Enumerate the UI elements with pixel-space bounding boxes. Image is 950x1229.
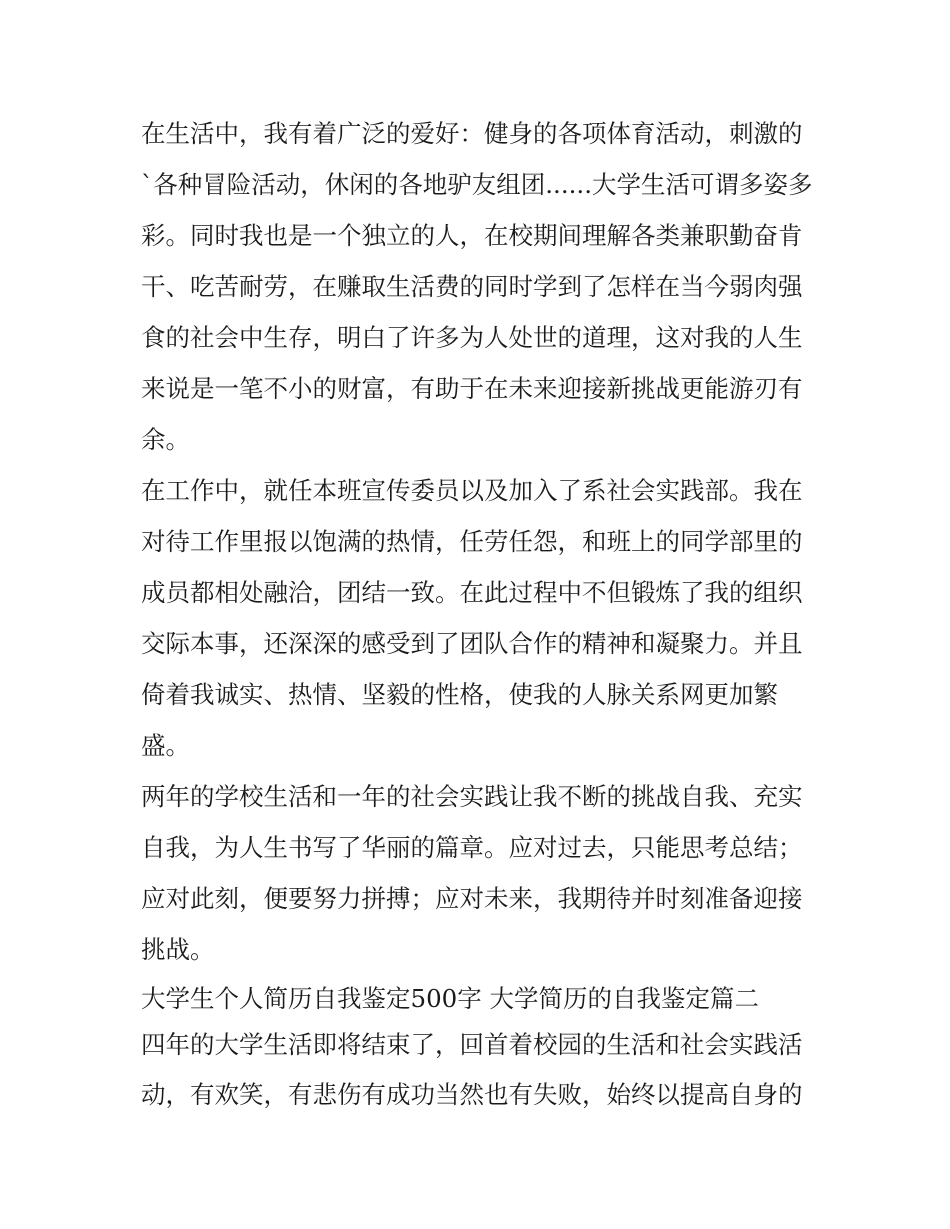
text-line: `各种冒险活动，休闲的各地驴友组团......大学生活可谓多姿多 [141,170,813,199]
text-line: 挑战。 [141,935,215,964]
text-line: 余。 [141,425,190,454]
paragraph-work [141,465,821,771]
text-line: 自我，为人生书写了华丽的篇章。应对过去，只能思考总结； [141,833,803,862]
text-line: 成员都相处融洽，团结一致。在此过程中不但锻炼了我的组织 [141,578,803,607]
text-line: 干、吃苦耐劳，在赚取生活费的同时学到了怎样在当今弱肉强 [141,272,803,301]
text-line: 来说是一笔不小的财富，有助于在未来迎接新挑战更能游刃有 [141,374,803,403]
text-line: 食的社会中生存，明白了许多为人处世的道理，这对我的人生 [141,323,803,352]
text-line: 动，有欢笑，有悲伤有成功当然也有失败，始终以提高自身的 [141,1080,803,1109]
text-line: 四年的大学生活即将结束了，回首着校园的生活和社会实践活 [141,1030,803,1059]
paragraph-summary [141,771,821,975]
text-line: 在生活中，我有着广泛的爱好：健身的各项体育活动，刺激的 [141,119,803,148]
document-body [141,108,821,1120]
text-line: 彩。同时我也是一个独立的人，在校期间理解各类兼职勤奋肯 [141,221,803,250]
section-heading: 大学生个人简历自我鉴定500字 大学简历的自我鉴定篇二 [141,984,760,1013]
text-line: 盛。 [141,731,190,760]
text-line: 倚着我诚实、热情、坚毅的性格，使我的人脉关系网更加繁 [141,680,778,709]
text-line: 应对此刻，便要努力拼搏；应对未来，我期待并时刻准备迎接 [141,884,803,913]
text-line: 对待工作里报以饱满的热情，任劳任怨，和班上的同学部里的 [141,527,803,556]
paragraph-final [141,1021,821,1120]
text-line: 两年的学校生活和一年的社会实践让我不断的挑战自我、充实 [141,782,803,811]
text-line: 在工作中，就任本班宣传委员以及加入了系社会实践部。我在 [141,476,803,505]
paragraph-hobbies [141,108,821,465]
text-line: 交际本事，还深深的感受到了团队合作的精神和凝聚力。并且 [141,629,803,658]
